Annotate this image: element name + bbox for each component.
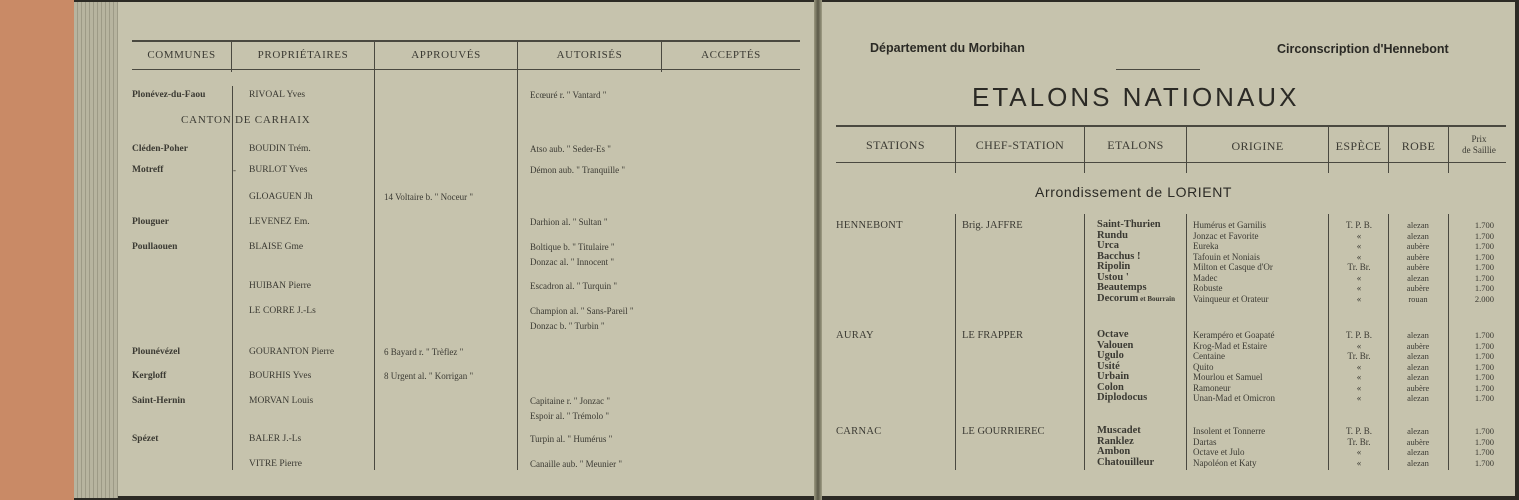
approuve-entry: 6 Bayard r. " Trèflez " bbox=[384, 347, 464, 357]
etalon-name: Decorum et Bourrain bbox=[1097, 292, 1175, 304]
etalon-espece: « bbox=[1356, 372, 1362, 382]
commune-name: Plonévez-du-Faou bbox=[132, 90, 206, 100]
left-page bbox=[118, 2, 814, 496]
col-divider bbox=[232, 86, 233, 470]
etalon-prix: 2.000 bbox=[1474, 293, 1494, 304]
etalon-origine: Quito bbox=[1193, 361, 1214, 372]
col-divider bbox=[517, 42, 518, 470]
commune-name: Plounévézel bbox=[132, 347, 181, 357]
autorise-entry: Espoir al. " Trémolo " bbox=[530, 411, 610, 421]
col-divider bbox=[1186, 214, 1187, 470]
etalon-espece: T. P. B. bbox=[1345, 220, 1373, 230]
canton-title: CANTON DE CARHAIX bbox=[181, 114, 311, 126]
etalon-origine: Napoléon et Katy bbox=[1193, 457, 1257, 468]
etalon-prix: 1.700 bbox=[1474, 220, 1494, 230]
etalon-robe: alezan bbox=[1407, 351, 1429, 361]
proprietaire-name: LE CORRE J.-Ls bbox=[249, 306, 316, 316]
etalon-robe: alezan bbox=[1407, 220, 1429, 230]
etalon-robe: aubère bbox=[1406, 340, 1430, 351]
etalon-name: Octave bbox=[1097, 329, 1129, 340]
etalon-robe: alezan bbox=[1407, 330, 1429, 340]
proprietaire-name: BOUDIN Trém. bbox=[249, 144, 311, 154]
autorise-entry: Turpin al. " Humérus " bbox=[530, 434, 613, 444]
etalon-origine: Unan-Mad et Omicron bbox=[1193, 393, 1275, 403]
etalon-robe: aubère bbox=[1406, 241, 1430, 251]
etalon-robe: rouan bbox=[1408, 293, 1428, 304]
etalon-origine: Krog-Mad et Estaire bbox=[1193, 340, 1267, 351]
header-espece: ESPÈCE bbox=[1335, 139, 1382, 153]
header-prix-line2: de Saillie bbox=[1462, 145, 1496, 155]
etalon-prix: 1.700 bbox=[1474, 372, 1494, 382]
proprietaire-name: LEVENEZ Em. bbox=[249, 217, 310, 227]
etalon-origine: Jonzac et Favorite bbox=[1193, 230, 1259, 241]
etalon-espece: Tr. Br. bbox=[1347, 436, 1371, 447]
etalon-robe: alezan bbox=[1407, 447, 1429, 457]
commune-name: Plouguer bbox=[132, 217, 169, 227]
proprietaire-name: GOURANTON Pierre bbox=[249, 347, 335, 357]
etalon-name: Ugulo bbox=[1097, 350, 1124, 361]
etalon-robe: alezan bbox=[1407, 457, 1429, 468]
etalon-robe: alezan bbox=[1407, 372, 1429, 382]
etalon-origine: Centaine bbox=[1193, 351, 1225, 361]
etalon-name: Urca bbox=[1097, 240, 1119, 251]
chef-station-name: LE FRAPPER bbox=[962, 330, 1023, 341]
etalon-origine: Vainqueur et Orateur bbox=[1193, 293, 1269, 304]
etalon-name: Chatouilleur bbox=[1097, 456, 1155, 468]
header-prix bbox=[1449, 134, 1509, 156]
etalon-espece: T. P. B. bbox=[1345, 426, 1373, 436]
etalon-origine: Dartas bbox=[1193, 436, 1217, 447]
etalon-espece: Tr. Br. bbox=[1347, 262, 1371, 272]
etalon-prix: 1.700 bbox=[1474, 262, 1494, 272]
commune-name: Spézet bbox=[132, 434, 159, 444]
station-name: AURAY bbox=[836, 330, 874, 341]
etalon-origine: Milton et Casque d'Or bbox=[1193, 262, 1273, 272]
proprietaire-name: VITRE Pierre bbox=[249, 459, 303, 469]
etalon-espece: « bbox=[1356, 283, 1362, 293]
header-origine: ORIGINE bbox=[1231, 139, 1284, 153]
header-stations: STATIONS bbox=[866, 138, 925, 152]
etalon-prix: 1.700 bbox=[1474, 340, 1494, 351]
etalon-espece: « bbox=[1356, 393, 1362, 403]
autorise-entry: Atso aub. " Seder-Es " bbox=[530, 144, 611, 154]
etalon-prix: 1.700 bbox=[1474, 241, 1494, 251]
etalon-origine: Octave et Julo bbox=[1193, 447, 1245, 457]
etalon-espece: « bbox=[1356, 272, 1362, 283]
etalon-origine: Eureka bbox=[1193, 241, 1219, 251]
autorise-entry: Démon aub. " Tranquille " bbox=[530, 165, 626, 175]
etalon-prix: 1.700 bbox=[1474, 272, 1494, 283]
etalon-prix: 1.700 bbox=[1474, 230, 1494, 241]
etalon-name: Ripolin bbox=[1097, 261, 1131, 272]
proprietaire-name: HUIBAN Pierre bbox=[249, 281, 312, 291]
title-rule bbox=[1116, 69, 1200, 70]
etalon-robe: alezan bbox=[1407, 361, 1429, 372]
etalon-espece: « bbox=[1356, 230, 1362, 241]
etalon-name: Beautemps bbox=[1097, 282, 1147, 293]
etalon-origine: Kerampéro et Goapaté bbox=[1193, 330, 1275, 340]
etalon-prix: 1.700 bbox=[1474, 361, 1494, 372]
etalon-prix: 1.700 bbox=[1474, 283, 1494, 293]
header-proprietaires: PROPRIÉTAIRES bbox=[257, 49, 349, 61]
proprietaire-name: GLOAGUEN Jh bbox=[249, 192, 313, 202]
page-stack bbox=[74, 2, 118, 498]
autorise-entry: Escadron al. " Turquin " bbox=[530, 281, 618, 291]
autorise-entry: Donzac b. " Turbin " bbox=[530, 321, 605, 331]
header-prix-line1: Prix bbox=[1471, 134, 1487, 144]
proprietaire-name: BURLOT Yves bbox=[249, 165, 308, 175]
etalon-name: Rundu bbox=[1097, 229, 1128, 241]
table-header-rule bbox=[836, 162, 1506, 163]
etalon-origine: Insolent et Tonnerre bbox=[1193, 426, 1266, 436]
etalon-espece: « bbox=[1356, 361, 1362, 372]
autorise-entry: Capitaine r. " Jonzac " bbox=[530, 396, 611, 406]
commune-name: Poullaouen bbox=[132, 242, 178, 252]
etalon-robe: alezan bbox=[1407, 393, 1429, 403]
header-top-rule bbox=[132, 40, 800, 42]
commune-name: Saint-Hernin bbox=[132, 396, 186, 406]
etalon-origine: Mourlou et Samuel bbox=[1193, 372, 1263, 382]
commune-name: Motreff bbox=[132, 165, 164, 175]
commune-name: Cléden-Poher bbox=[132, 144, 188, 154]
station-name: HENNEBONT bbox=[836, 220, 903, 231]
etalon-espece: « bbox=[1356, 457, 1362, 468]
col-divider bbox=[955, 214, 956, 470]
proprietaire-name: RIVOAL Yves bbox=[249, 90, 306, 100]
row-dash: - bbox=[233, 165, 236, 175]
header-robe: ROBE bbox=[1401, 139, 1436, 153]
header-acceptes: ACCEPTÉS bbox=[701, 49, 761, 61]
etalon-name: Muscadet bbox=[1097, 425, 1141, 436]
station-name: CARNAC bbox=[836, 426, 882, 437]
etalon-origine: Madec bbox=[1193, 272, 1218, 283]
etalon-espece: « bbox=[1356, 241, 1362, 251]
header-etalons: ETALONS bbox=[1107, 138, 1164, 152]
right-page bbox=[822, 2, 1515, 496]
table-top-rule bbox=[836, 125, 1506, 127]
arrondissement-title: Arrondissement de LORIENT bbox=[1035, 184, 1233, 200]
etalon-origine: Humérus et Garnilis bbox=[1193, 220, 1266, 230]
etalon-prix: 1.700 bbox=[1474, 251, 1494, 262]
proprietaire-name: BALER J.-Ls bbox=[249, 434, 302, 444]
etalon-name: Saint-Thurien bbox=[1097, 219, 1161, 230]
etalon-prix: 1.700 bbox=[1474, 436, 1494, 447]
etalon-name: Diplodocus bbox=[1097, 392, 1148, 403]
book-gutter bbox=[814, 0, 822, 500]
etalon-robe: alezan bbox=[1407, 230, 1429, 241]
autorise-entry: Boltique b. " Titulaire " bbox=[530, 242, 615, 252]
etalon-prix: 1.700 bbox=[1474, 393, 1494, 403]
etalon-name: Ustou ' bbox=[1097, 271, 1129, 283]
etalon-robe: alezan bbox=[1407, 272, 1429, 283]
etalon-origine: Ramoneur bbox=[1193, 382, 1231, 393]
etalon-name: Ranklez bbox=[1097, 435, 1134, 447]
chef-station-name: Brig. JAFFRE bbox=[962, 220, 1023, 231]
etalon-name: Usité bbox=[1097, 360, 1120, 372]
etalon-name: Bacchus ! bbox=[1097, 250, 1141, 262]
header-chef-station: CHEF-STATION bbox=[975, 138, 1065, 152]
autorise-entry: Donzac al. " Innocent " bbox=[530, 257, 615, 267]
etalon-prix: 1.700 bbox=[1474, 457, 1494, 468]
header-autorises: AUTORISÉS bbox=[556, 49, 623, 61]
col-divider bbox=[374, 42, 375, 470]
etalon-robe: alezan bbox=[1407, 426, 1429, 436]
approuve-entry: 14 Voltaire b. " Noceur " bbox=[384, 192, 473, 202]
etalon-suffix: et Bourrain bbox=[1138, 294, 1175, 303]
etalon-name: Urbain bbox=[1097, 371, 1130, 382]
approuve-entry: 8 Urgent al. " Korrigan " bbox=[384, 371, 474, 381]
etalon-name: Colon bbox=[1097, 381, 1124, 393]
etalon-name: Ambon bbox=[1097, 446, 1131, 457]
autorise-entry: Ecœuré r. " Vantard " bbox=[530, 90, 607, 100]
etalon-espece: « bbox=[1356, 382, 1362, 393]
etalon-robe: aubère bbox=[1406, 436, 1430, 447]
etalon-espece: Tr. Br. bbox=[1347, 351, 1371, 361]
etalon-origine: Tafouin et Noniais bbox=[1193, 251, 1260, 262]
autorise-entry: Champion al. " Sans-Pareil " bbox=[530, 306, 634, 316]
departement-label: Département du Morbihan bbox=[870, 41, 1025, 55]
etalon-prix: 1.700 bbox=[1474, 447, 1494, 457]
header-approuves: APPROUVÉS bbox=[411, 49, 481, 61]
header-communes: COMMUNES bbox=[147, 49, 216, 61]
proprietaire-name: BLAISE Gme bbox=[249, 242, 304, 252]
autorise-entry: Canaille aub. " Meunier " bbox=[530, 459, 623, 469]
col-divider bbox=[1084, 214, 1085, 470]
etalon-prix: 1.700 bbox=[1474, 382, 1494, 393]
etalon-name: Valouen bbox=[1097, 339, 1134, 351]
etalon-robe: aubère bbox=[1406, 283, 1430, 293]
etalon-espece: T. P. B. bbox=[1345, 330, 1373, 340]
header-bottom-rule bbox=[132, 69, 800, 70]
autorise-entry: Darhion al. " Sultan " bbox=[530, 217, 608, 227]
book-cover-edge bbox=[0, 0, 74, 500]
etalon-prix: 1.700 bbox=[1474, 426, 1494, 436]
etalon-robe: aubère bbox=[1406, 262, 1430, 272]
circonscription-label: Circonscription d'Hennebont bbox=[1277, 42, 1449, 56]
proprietaire-name: MORVAN Louis bbox=[249, 396, 314, 406]
etalon-prix: 1.700 bbox=[1474, 351, 1494, 361]
etalon-espece: « bbox=[1356, 293, 1362, 304]
commune-name: Kergloff bbox=[132, 371, 167, 381]
page-title: ETALONS NATIONAUX bbox=[972, 82, 1300, 112]
etalon-prix: 1.700 bbox=[1474, 330, 1494, 340]
chef-station-name: LE GOURRIEREC bbox=[962, 426, 1045, 437]
etalon-robe: aubère bbox=[1406, 382, 1430, 393]
etalon-espece: « bbox=[1356, 340, 1362, 351]
etalon-espece: « bbox=[1356, 447, 1362, 457]
etalon-espece: « bbox=[1356, 251, 1362, 262]
etalon-origine: Robuste bbox=[1193, 283, 1223, 293]
proprietaire-name: BOURHIS Yves bbox=[249, 371, 312, 381]
etalon-robe: aubère bbox=[1406, 251, 1430, 262]
